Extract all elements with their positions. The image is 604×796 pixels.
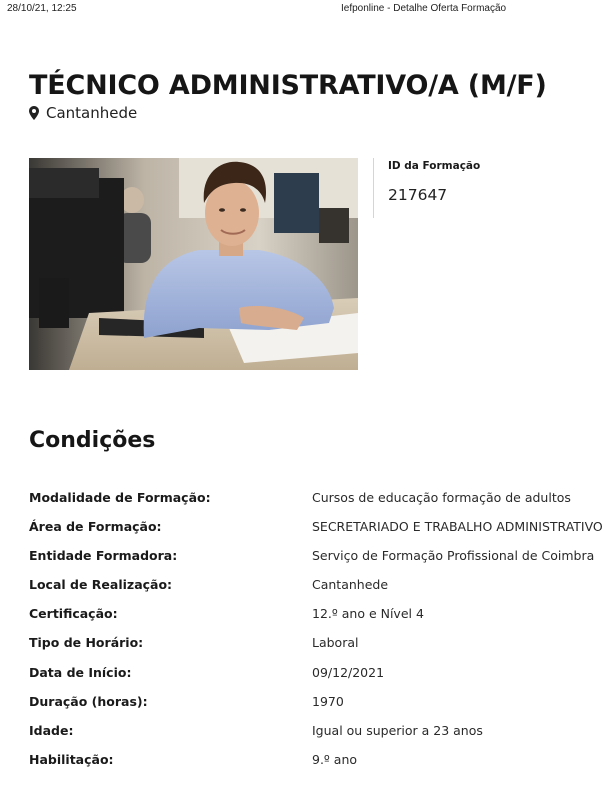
- location-text: Cantanhede: [46, 104, 138, 122]
- condition-label: Tipo de Horário:: [29, 635, 144, 651]
- condition-label: Local de Realização:: [29, 577, 173, 593]
- condition-label: Área de Formação:: [29, 519, 162, 535]
- condition-label: Entidade Formadora:: [29, 548, 178, 564]
- condition-value: Cursos de educação formação de adultos: [312, 490, 571, 505]
- condition-value: Cantanhede: [312, 577, 389, 593]
- condition-row-area: [29, 519, 604, 548]
- offer-id-block: [373, 158, 481, 218]
- condition-label: Certificação:: [29, 606, 118, 622]
- offer-photo: [29, 158, 358, 370]
- condition-row-duracao: [29, 694, 604, 723]
- condition-value: 09/12/2021: [312, 664, 385, 680]
- offer-location: [29, 104, 137, 122]
- print-page-title: Iefponline - Detalhe Oferta Formação: [341, 3, 507, 14]
- condition-label: Habilitação:: [29, 751, 114, 767]
- condition-value: 12.º ano e Nível 4: [312, 606, 424, 622]
- condition-row-certificacao: [29, 606, 604, 635]
- condition-value: Laboral: [312, 635, 359, 651]
- print-datetime: 28/10/21, 12:25: [7, 3, 77, 14]
- map-pin-icon: [29, 106, 39, 120]
- condition-row-entidade: [29, 548, 604, 577]
- offer-id-value: 217647: [388, 186, 448, 204]
- condition-label: Modalidade de Formação:: [29, 490, 211, 505]
- condition-value: Igual ou superior a 23 anos: [312, 722, 483, 738]
- offer-title: TÉCNICO ADMINISTRATIVO/A (M/F): [29, 70, 547, 101]
- condition-row-habilitacao: [29, 752, 604, 781]
- condition-row-horario: [29, 635, 604, 664]
- condition-row-local: [29, 577, 604, 606]
- print-header: [0, 0, 604, 18]
- condition-label: Idade:: [29, 722, 74, 738]
- condition-value: 9.º ano: [312, 751, 358, 767]
- condition-row-modalidade: [29, 490, 604, 519]
- conditions-heading: Condições: [29, 428, 156, 453]
- office-worker-photo: [29, 158, 358, 370]
- condition-value: Serviço de Formação Profissional de Coimbra: [312, 548, 595, 564]
- offer-id-label: ID da Formação: [388, 160, 481, 172]
- condition-row-data-inicio: [29, 665, 604, 694]
- conditions-list: [29, 490, 604, 781]
- condition-value: 1970: [312, 693, 344, 709]
- condition-label: Data de Início:: [29, 664, 132, 680]
- condition-value: SECRETARIADO E TRABALHO ADMINISTRATIVO: [312, 519, 603, 535]
- condition-row-idade: [29, 723, 604, 752]
- condition-label: Duração (horas):: [29, 693, 148, 709]
